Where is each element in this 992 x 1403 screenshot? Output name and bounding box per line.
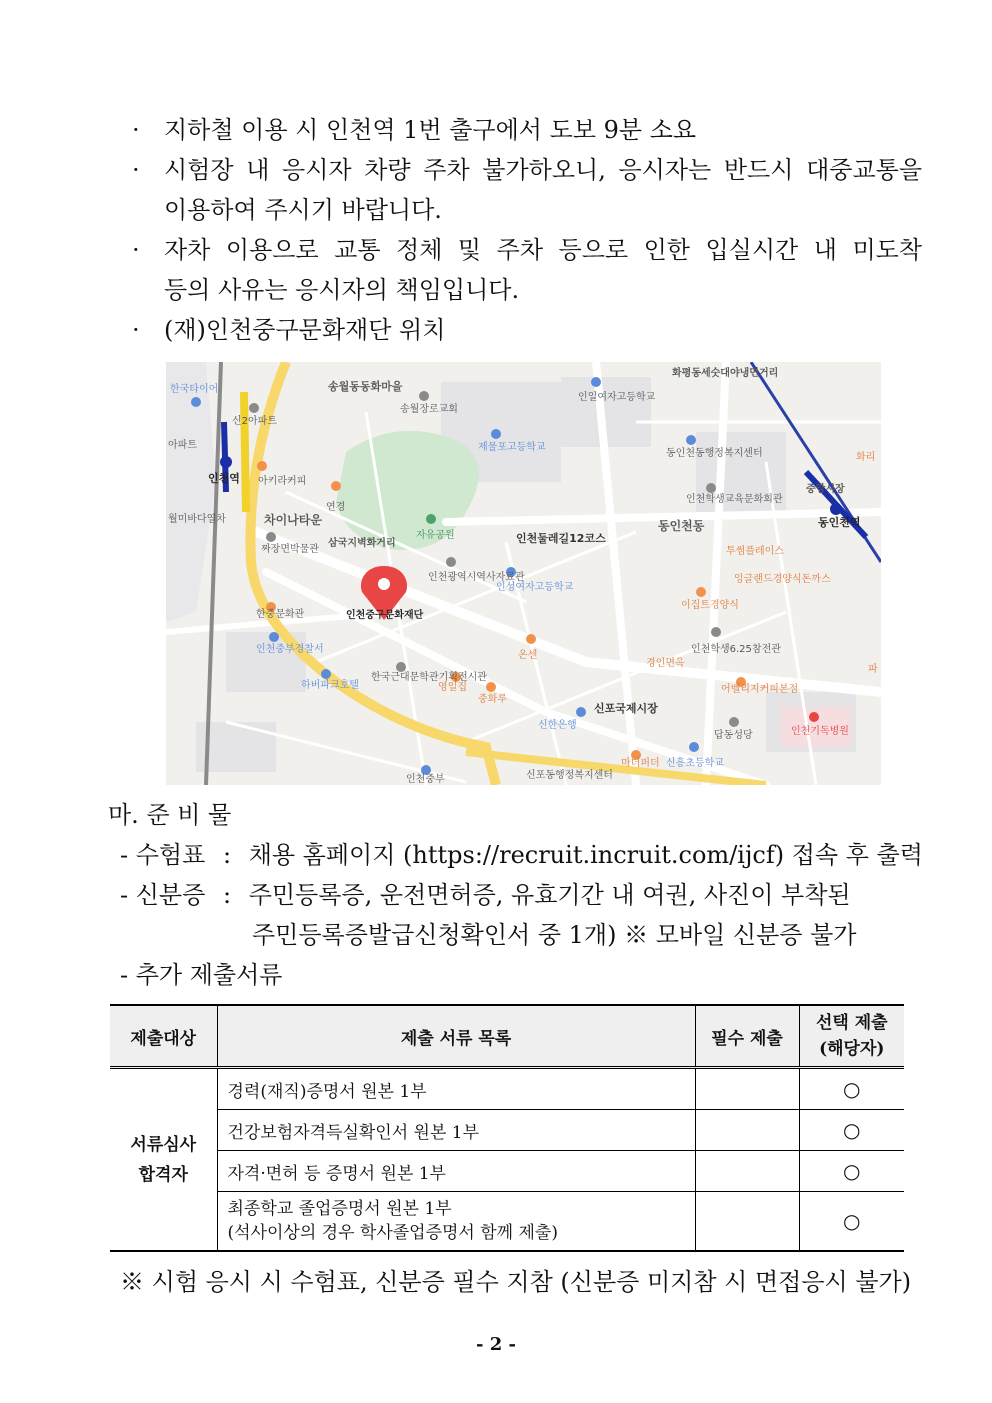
- item-text: 채용 홈페이지 (https://recruit.incruit.com/ijcf) 접속 후 출력: [248, 841, 923, 869]
- item-text: 주민등록증발급신청확인서 중 1개) ※ 모바일 신분증 불가: [252, 921, 857, 949]
- item-dash: -: [120, 881, 129, 909]
- map-label: 한중문화관: [256, 609, 305, 620]
- map-label: 신흥초등학교: [666, 758, 724, 769]
- header-required: 필수 제출: [695, 1005, 799, 1068]
- map-label: 동인천동: [658, 519, 705, 533]
- map-label: 아키라커피: [258, 476, 307, 487]
- required-cell: [695, 1151, 799, 1192]
- map-label: 제물포고등학교: [478, 442, 546, 453]
- bullet-text: (재)인천중구문화재단 위치: [164, 316, 446, 344]
- map-label: 잉글랜드경양식돈까스: [734, 574, 831, 585]
- table-row: [110, 1068, 904, 1110]
- optional-cell: ○: [799, 1192, 904, 1252]
- map-label: 자유공원: [416, 530, 455, 541]
- bullet-item: [132, 310, 922, 350]
- header-target: 제출대상: [110, 1005, 217, 1068]
- notice-text: ※ 시험 응시 시 수험표, 신분증 필수 지참 (신분증 미지참 시 면접응시 불가): [120, 1268, 912, 1296]
- map-label: 동인천동행정복지센터: [666, 448, 763, 459]
- map-label: 신2아파트: [232, 416, 278, 427]
- map-label: 동인천역: [818, 516, 861, 529]
- map-label: 인천역: [208, 472, 240, 485]
- bullet-item: [132, 230, 922, 310]
- required-cell: [695, 1192, 799, 1252]
- bullet-text: 이용하여 주시기 바랍니다.: [164, 196, 442, 224]
- map-label: 어벨리지커피본점: [721, 684, 799, 695]
- map-label: 송월동동화마을: [328, 380, 403, 393]
- map-label: 이집트경양식: [681, 600, 739, 611]
- map-label: 온센: [518, 650, 538, 661]
- map-label: 하버파크호텔: [301, 680, 359, 691]
- map-label: 파: [868, 664, 878, 675]
- item-exam-ticket: [120, 835, 923, 875]
- map-label: 아파트: [168, 440, 197, 451]
- map-label: 신포국제시장: [594, 702, 658, 715]
- documents-table: [110, 1004, 904, 1252]
- map-label: 신포동행정복지센터: [526, 770, 613, 781]
- map-label: 송월장로교회: [400, 404, 458, 415]
- bullet-text: 자차 이용으로 교통 정체 및 주차 등으로 인한 입실시간 내 미도착: [164, 236, 922, 264]
- header-optional: 선택 제출 (해당자): [799, 1005, 904, 1068]
- category-cell: 서류심사 합격자: [110, 1068, 217, 1252]
- required-cell: [695, 1110, 799, 1151]
- item-label: 추가 제출서류: [135, 961, 283, 989]
- map-label: 차이나타운: [264, 513, 322, 527]
- map-label: 중화루: [478, 694, 507, 705]
- map-label: 인천중부경찰서: [256, 644, 324, 655]
- map-label: 인천기독병원: [791, 726, 849, 737]
- map-label: 화리: [856, 452, 876, 463]
- bullet-text: 시험장 내 응시자 차량 주차 불가하오니, 응시자는 반드시 대중교통을: [164, 156, 922, 184]
- doc-cell: 자격·면허 등 증명서 원본 1부: [217, 1151, 695, 1192]
- location-map: [166, 362, 881, 785]
- map-label: 짜장면박물관: [261, 544, 319, 555]
- bullet-marker: ·: [132, 156, 140, 184]
- item-label: 신분증: [135, 881, 206, 909]
- page-number: - 2 -: [476, 1334, 516, 1355]
- map-label: 삼국지벽화거리: [328, 538, 396, 549]
- section-title: 마. 준 비 물: [108, 801, 232, 829]
- bullet-item: [132, 150, 922, 230]
- item-dash: -: [120, 841, 129, 869]
- map-label: 한국타이어: [170, 384, 219, 395]
- table-row: [110, 1151, 904, 1192]
- table-row: [110, 1192, 904, 1252]
- map-label: 신한은행: [538, 720, 577, 731]
- bullet-text: 지하철 이용 시 인천역 1번 출구에서 도보 9분 소요: [164, 116, 697, 144]
- map-label: 인천학생교육문화회관: [686, 494, 783, 505]
- map-label: 인일여자고등학교: [578, 392, 656, 403]
- map-label: 답동성당: [714, 730, 753, 741]
- map-label: 영일집: [438, 682, 467, 693]
- map-label: 연경: [326, 502, 346, 513]
- map-label: 화평동세숫대야냉면거리: [672, 368, 779, 379]
- doc-cell: 경력(재직)증명서 원본 1부: [217, 1068, 695, 1110]
- doc-cell: 최종학교 졸업증명서 원본 1부 (석사이상의 경우 학사졸업증명서 함께 제출): [217, 1192, 695, 1252]
- bullet-item: [132, 110, 922, 150]
- map-label: 경인면옥: [646, 658, 685, 669]
- optional-cell: ○: [799, 1068, 904, 1110]
- table-header-row: [110, 1005, 904, 1068]
- map-label: 인천중구문화재단: [346, 610, 424, 621]
- bullet-text: 등의 사유는 응시자의 책임입니다.: [164, 276, 520, 304]
- map-label: 인천둘레길12코스: [516, 532, 606, 545]
- item-colon: :: [222, 841, 232, 869]
- item-label: 수험표: [135, 841, 206, 869]
- bullet-marker: ·: [132, 116, 140, 144]
- bullet-marker: ·: [132, 316, 140, 344]
- bullet-marker: ·: [132, 236, 140, 264]
- map-label: 한국근대문학관기획전시관: [371, 672, 487, 683]
- map-label: 인성여자고등학교: [496, 582, 574, 593]
- item-id-card: [120, 875, 851, 915]
- map-label: 인천광역시역사자료관: [428, 572, 525, 583]
- optional-cell: ○: [799, 1110, 904, 1151]
- item-extra-docs: [120, 955, 282, 995]
- map-label: 투썸플레이스: [726, 546, 784, 557]
- map-label: 인천학생6.25참전관: [691, 644, 781, 655]
- doc-cell: 건강보험자격득실확인서 원본 1부: [217, 1110, 695, 1151]
- map-label: 중앙시장: [806, 484, 845, 495]
- header-documents: 제출 서류 목록: [217, 1005, 695, 1068]
- item-colon: :: [222, 881, 232, 909]
- map-label: 월미바다열차: [168, 514, 226, 525]
- optional-cell: ○: [799, 1151, 904, 1192]
- map-label: 마더퍼더: [621, 758, 660, 769]
- map-label: 인천중부: [406, 774, 445, 785]
- item-text: 주민등록증, 운전면허증, 유효기간 내 여권, 사진이 부착된: [248, 881, 851, 909]
- required-cell: [695, 1068, 799, 1110]
- table-row: [110, 1110, 904, 1151]
- item-dash: -: [120, 961, 129, 989]
